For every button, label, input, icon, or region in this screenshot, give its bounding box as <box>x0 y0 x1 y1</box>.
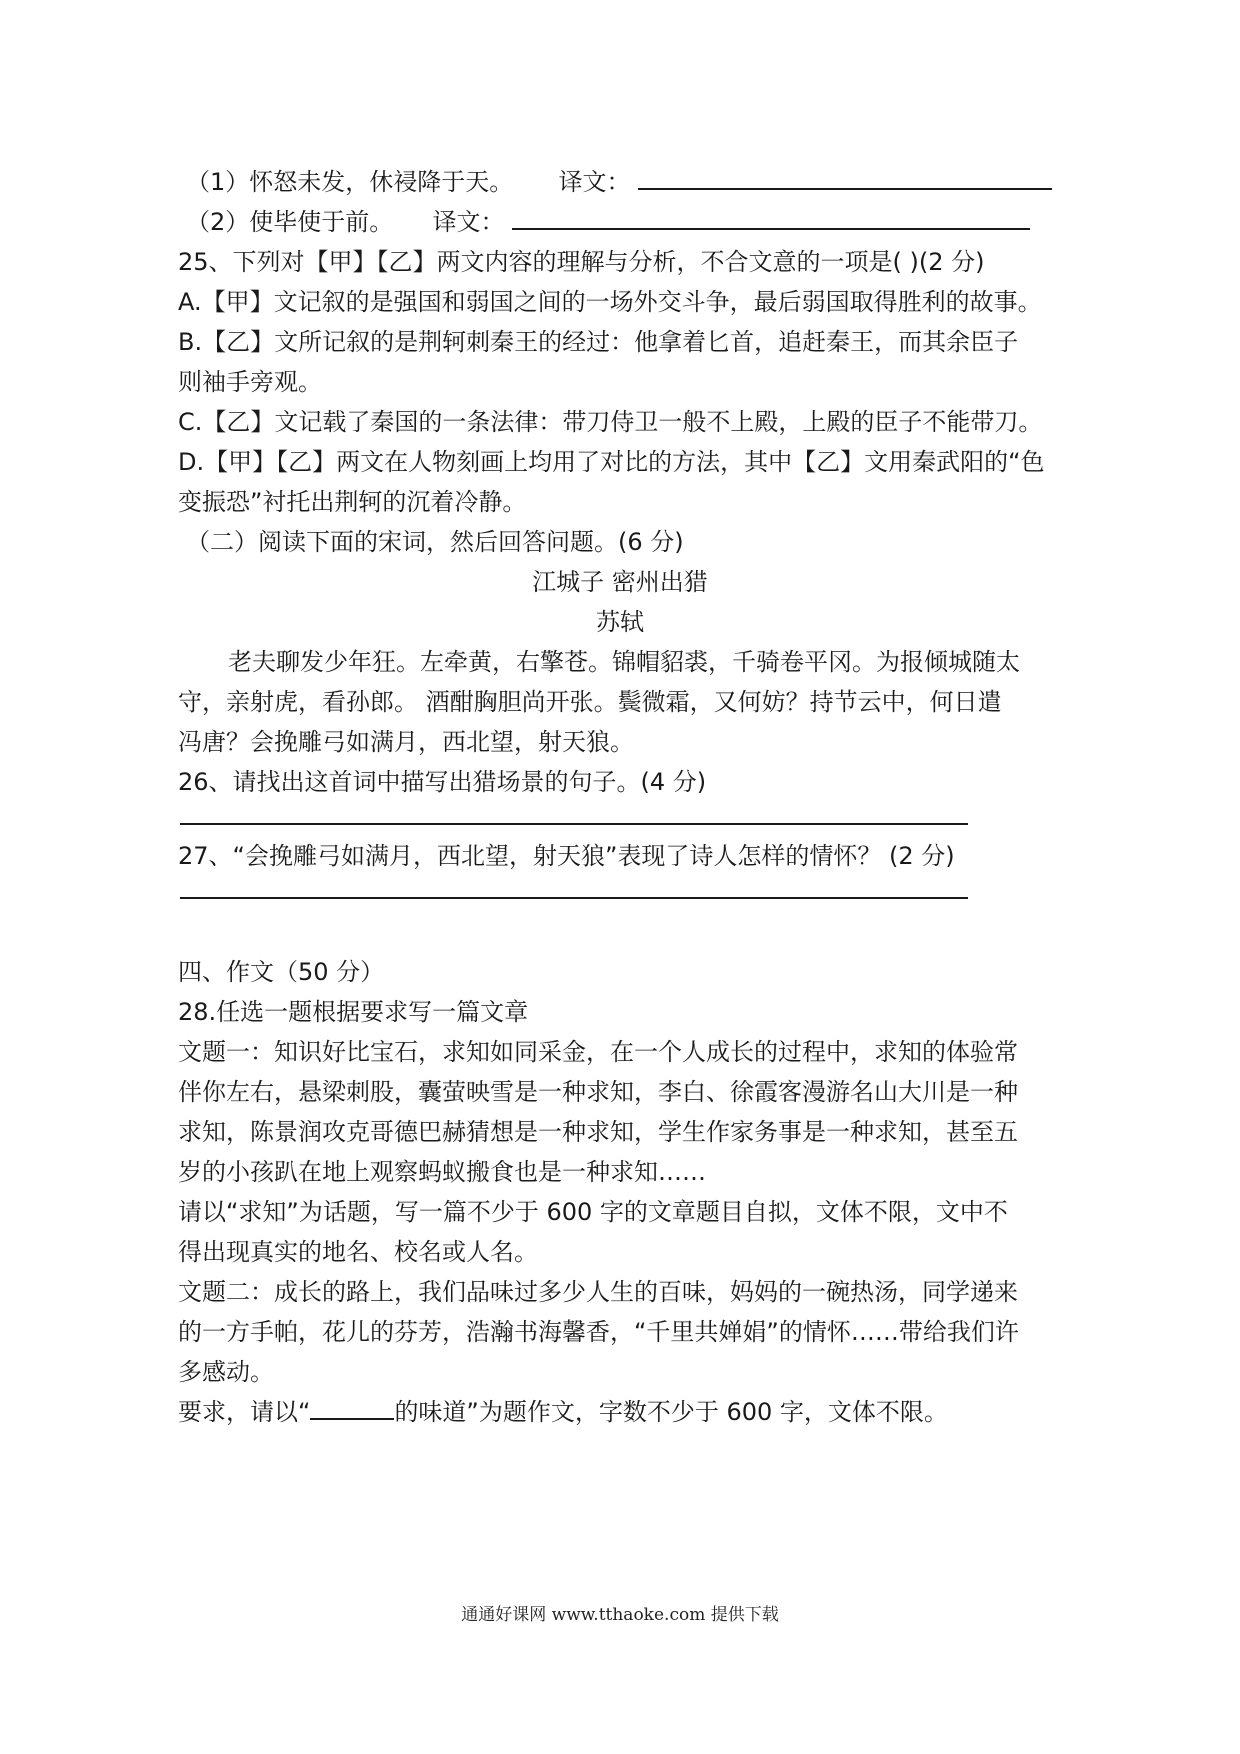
topic-2-line-3: 多感动。 <box>178 1358 274 1386</box>
poem-title: 江城子 密州出猎 <box>532 568 708 596</box>
topic-1-requirement-2: 得出现真实的地名、校名或人名。 <box>178 1238 538 1266</box>
section-4-heading: 四、作文（50 分） <box>178 958 385 986</box>
q25-option-b-line2: 则袖手旁观。 <box>178 368 322 396</box>
q27-question: 27、“会挽雕弓如满月，西北望，射天狼”表现了诗人怎样的情怀？ (2 分) <box>178 842 955 870</box>
topic-2-requirement <box>178 1396 948 1428</box>
q24-2-line <box>186 206 1030 238</box>
q25-option-c: C.【乙】文记载了秦国的一条法律：带刀侍卫一般不上殿，上殿的臣子不能带刀。 <box>178 408 1043 436</box>
q28-instruction: 28.任选一题根据要求写一篇文章 <box>178 998 529 1026</box>
section-2-heading: （二）阅读下面的宋词，然后回答问题。(6 分) <box>186 528 684 556</box>
topic-1-line-3: 求知，陈景润攻克哥德巴赫猜想是一种求知，学生作家务事是一种求知，甚至五 <box>178 1118 1018 1146</box>
topic-1-line-1: 文题一：知识好比宝石，求知如同采金，在一个人成长的过程中，求知的体验常 <box>178 1038 1018 1066</box>
topic-2-requirement-prefix: 要求，请以“ <box>178 1398 311 1426</box>
q24-1-answer-blank[interactable] <box>638 166 1052 190</box>
q24-2-answer-blank[interactable] <box>512 206 1030 230</box>
topic-1-line-4: 岁的小孩趴在地上观察蚂蚁搬食也是一种求知…… <box>178 1158 706 1186</box>
topic-2-requirement-suffix: 的味道”为题作文，字数不少于 600 字，文体不限。 <box>394 1398 948 1426</box>
topic-1-line-2: 伴你左右，悬梁刺股，囊萤映雪是一种求知，李白、徐霞客漫游名山大川是一种 <box>178 1078 1018 1106</box>
q24-1-line <box>186 166 1052 198</box>
page-footer: 通通好课网 www.tthaoke.com 提供下载 <box>461 1605 779 1625</box>
topic-2-line-1: 文题二：成长的路上，我们品味过多少人生的百味，妈妈的一碗热汤，同学递来 <box>178 1278 1018 1306</box>
topic-1-requirement-1: 请以“求知”为话题，写一篇不少于 600 字的文章题目自拟，文体不限，文中不 <box>178 1198 1008 1226</box>
title-fill-blank[interactable] <box>310 1396 394 1420</box>
q25-question: 25、下列对【甲】【乙】两文内容的理解与分析，不合文意的一项是( )(2 分) <box>178 248 985 276</box>
q24-1-label: 译文： <box>558 168 631 196</box>
q25-option-d-line1: D.【甲】【乙】两文在人物刻画上均用了对比的方法，其中【乙】文用秦武阳的“色 <box>178 448 1045 476</box>
q25-option-d-line2: 变振恐”衬托出荆轲的沉着冷静。 <box>178 488 527 516</box>
q25-option-b-line1: B.【乙】文所记叙的是荆轲刺秦王的经过：他拿着匕首，追赶秦王，而其余臣子 <box>178 328 1019 356</box>
poem-author: 苏轼 <box>596 608 644 636</box>
q25-option-a: A.【甲】文记叙的是强国和弱国之间的一场外交斗争，最后弱国取得胜利的故事。 <box>178 288 1042 316</box>
q27-answer-line[interactable] <box>180 897 968 899</box>
q26-answer-line[interactable] <box>180 823 968 825</box>
q26-question: 26、请找出这首词中描写出猎场景的句子。(4 分) <box>178 768 707 796</box>
poem-line-2: 守，亲射虎，看孙郎。 酒酣胸胆尚开张。鬓微霜，又何妨？持节云中，何日遣 <box>178 688 1002 716</box>
topic-2-line-2: 的一方手帕，花儿的芬芳，浩瀚书海馨香，“千里共婵娟”的情怀……带给我们许 <box>178 1318 1019 1346</box>
poem-line-3: 冯唐？会挽雕弓如满月，西北望，射天狼。 <box>178 728 634 756</box>
q24-2-sentence: （2）使毕使于前。 <box>186 208 394 236</box>
q24-1-sentence: （1）怀怒未发，休祲降于天。 <box>186 168 514 196</box>
q24-2-label: 译文： <box>432 208 505 236</box>
poem-line-1: 老夫聊发少年狂。左牵黄，右擎苍。锦帽貂裘，千骑卷平冈。为报倾城随太 <box>228 648 1020 676</box>
